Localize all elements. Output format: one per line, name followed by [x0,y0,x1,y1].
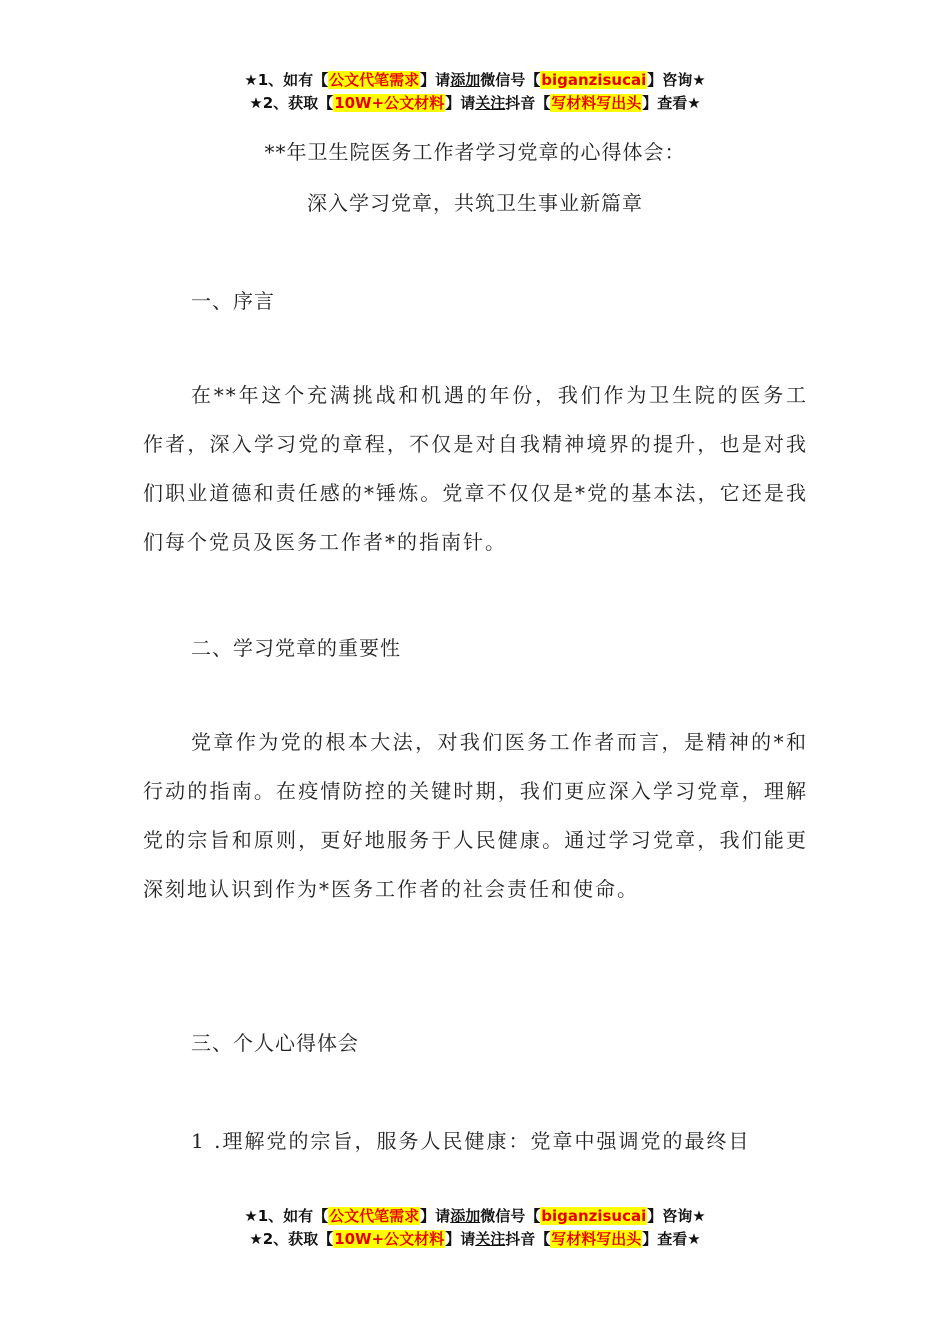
underlined-text: 关注 [475,1230,506,1248]
promo-line-1 [0,69,950,92]
promo-text: ★2、获取【 [249,1230,334,1248]
highlight-text: 公文代笔需求 [329,71,420,89]
promo-line-2 [0,92,950,115]
promo-text: 】请 [445,94,476,112]
promo-text: 微信号【 [480,71,541,89]
promo-text: ★2、获取【 [249,94,334,112]
promo-text: ★1、如有【 [244,71,329,89]
promo-line-1 [0,1205,950,1228]
section-heading: 三、个人心得体会 [191,1031,359,1055]
section-paragraph: 1 .理解党的宗旨，服务人民健康：党章中强调党的最终目 [191,1129,751,1153]
promo-text: 】请 [420,1207,451,1225]
promo-text: 】查看★ [642,1230,701,1248]
promo-text: 微信号【 [480,1207,541,1225]
promo-line-2 [0,1228,950,1251]
document-title: **年卫生院医务工作者学习党章的心得体会： [264,140,686,164]
underlined-text: 添加 [450,1207,481,1225]
section-paragraph: 在**年这个充满挑战和机遇的年份，我们作为卫生院的医务工作者，深入学习党的章程，不仅是对自我精神境界的提升，也是对我们职业道德和责任感的*锤炼。党章不仅仅是*党的基本法，它还是我们每个党员及医务工作者*的指南针。 [143,383,808,554]
underlined-text: 添加 [450,71,481,89]
section-heading: 二、学习党章的重要性 [191,636,401,660]
promo-text: ★1、如有【 [244,1207,329,1225]
promo-text: 】请 [420,71,451,89]
douyin-id-highlight: 写材料写出头 [551,1230,642,1248]
wechat-id-highlight: biganzisucai [541,1207,647,1225]
promo-banner-bottom [0,1205,950,1251]
promo-banner-top [0,69,950,115]
promo-text: 】咨询★ [647,1207,706,1225]
document-subtitle: 深入学习党章，共筑卫生事业新篇章 [307,191,643,215]
promo-text: 】咨询★ [647,71,706,89]
highlight-text: 公文代笔需求 [329,1207,420,1225]
promo-text: 】请 [445,1230,476,1248]
douyin-id-highlight: 写材料写出头 [551,94,642,112]
section-paragraph: 党章作为党的根本大法，对我们医务工作者而言，是精神的*和行动的指南。在疫情防控的关键时期，我们更应深入学习党章，理解党的宗旨和原则，更好地服务于人民健康。通过学习党章，我们能更深刻地认识到作为*医务工作者的社会责任和使命。 [143,730,808,901]
highlight-text: 10W+公文材料 [334,1230,445,1248]
highlight-text: 10W+公文材料 [334,94,445,112]
wechat-id-highlight: biganzisucai [541,71,647,89]
promo-text: 】查看★ [642,94,701,112]
section-heading: 一、序言 [191,289,275,313]
underlined-text: 关注 [475,94,506,112]
promo-text: 抖音【 [505,1230,551,1248]
promo-text: 抖音【 [505,94,551,112]
